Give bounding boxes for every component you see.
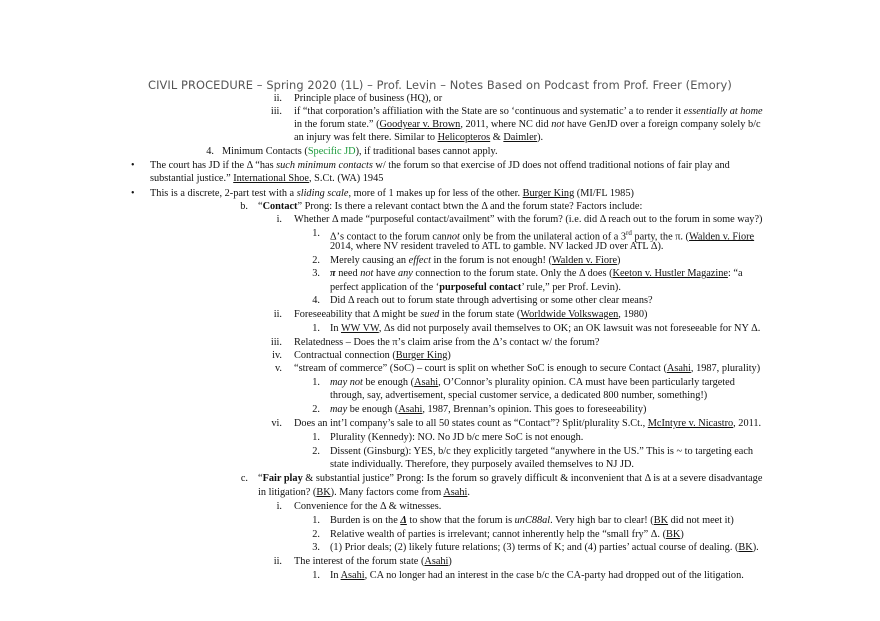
text-line: perfect application of the ‘purposeful contact’ rule,” per Prof. Levin). (330, 282, 621, 293)
case-citation: Asahi (424, 556, 449, 567)
text-line: The interest of the forum state (Asahi) (294, 556, 452, 567)
list-marker: 2. (312, 529, 320, 540)
list-marker: ii. (273, 309, 282, 320)
case-citation: Asahi (414, 377, 439, 388)
list-marker: 3. (312, 542, 320, 553)
text-line: Whether Δ made “purposeful contact/availment” with the forum? (i.e. did Δ reach out to the forum in some way?) (294, 214, 763, 225)
list-marker: vi. (271, 418, 282, 429)
text-line: (1) Prior deals; (2) likely future relations; (3) terms of K; and (4) parties’ actual course of dealing. (BK). (330, 542, 759, 553)
page-header: CIVIL PROCEDURE – Spring 2020 (1L) – Prof. Levin – Notes Based on Podcast from Prof. Freer (Emory) (148, 78, 732, 92)
case-citation: BK (666, 529, 681, 540)
text-line: Does an int’l company’s sale to all 50 states count as “Contact”? Split/plurality S.Ct., McIntyre v. Nicastro, 2011. (294, 418, 762, 429)
case-citation: Worldwide Volkswagen (520, 309, 619, 320)
text-line: Relatedness – Does the π’s claim arise from the Δ’s contact w/ the forum? (294, 337, 600, 348)
list-marker: i. (276, 214, 282, 225)
case-citation: Keeton v. Hustler Magazine (612, 268, 728, 279)
case-citation: Asahi (340, 570, 365, 581)
case-citation: BK (653, 515, 669, 526)
case-citation: Asahi (443, 487, 468, 498)
case-citation: McIntyre v. Nicastro (647, 418, 734, 429)
text-line: Burden is on the Δ to show that the forum is unC88al. Very high bar to clear! (BK did not meet it) (330, 515, 734, 526)
list-marker: b. (240, 201, 248, 212)
text-line: In WW VW, Δs did not purposely avail themselves to OK; an OK lawsuit was not foreseeable for NY Δ. (330, 323, 761, 334)
text-line: Convenience for the Δ & witnesses. (294, 501, 442, 512)
text-line: if “that corporation’s affiliation with the State are so ‘continuous and systematic’ a to render it essentially at home (294, 106, 763, 117)
text-line: This is a discrete, 2-part test with a sliding scale, more of 1 makes up for less of the other. Burger King (MI/FL 1985) (150, 188, 634, 199)
case-citation: Walden v. Fiore (688, 231, 755, 243)
text-line: Merely causing an effect in the forum is not enough! (Walden v. Fiore) (330, 255, 621, 266)
case-citation: Asahi (666, 363, 691, 374)
highlight-text: Specific JD (307, 146, 356, 157)
text-line: Dissent (Ginsburg): YES, b/c they explicitly targeted “anywhere in the US.” This is ~ to targeting each (330, 446, 754, 457)
list-marker: 4. (312, 295, 320, 306)
bullet-icon: • (131, 188, 135, 199)
text-line: “stream of commerce” (SoC) – court is split on whether SoC is enough to secure Contact (Asahi, 1987, plurality) (294, 363, 761, 374)
text-line: “Contact” Prong: Is there a relevant contact btwn the Δ and the forum state? Factors include: (258, 201, 643, 212)
case-citation: Goodyear v. Brown (379, 119, 461, 130)
text-line: Principle place of business (HQ), or (294, 93, 443, 104)
list-marker: i. (276, 501, 282, 512)
case-citation: WW VW (340, 323, 379, 334)
text-line: Contractual connection (Burger King) (294, 350, 451, 361)
text-line: state individually. Therefore, they purposely availed themselves to NJ JD. (330, 459, 634, 470)
text-line: π need not have any connection to the forum state. Only the Δ does (Keeton v. Hustler Magazine: “a (330, 268, 743, 279)
case-citation: International Shoe (233, 173, 309, 184)
bullet-icon: • (131, 160, 135, 171)
text-line: an injury was felt there. Similar to Helicopteros & Daimler). (294, 132, 544, 143)
case-citation: Asahi (398, 404, 423, 415)
text-line: The court has JD if the Δ “has such minimum contacts w/ the forum so that exercise of JD does not offend traditional notions of fair play and (150, 160, 730, 171)
list-marker: ii. (273, 93, 282, 104)
text-line: In Asahi, CA no longer had an interest in the case b/c the CA-party had dropped out of the litigation. (330, 570, 744, 581)
list-marker: 1. (312, 323, 320, 334)
text-line: Minimum Contacts (Specific JD), if traditional bases cannot apply. (222, 146, 498, 157)
text-line: 2014, where NV resident traveled to ATL to gamble. NV lacked JD over ATL Δ). (330, 241, 664, 252)
list-marker: iii. (270, 106, 282, 117)
text-line: may not be enough (Asahi, O’Connor’s plurality opinion. CA must have been particularly targeted (330, 377, 735, 388)
list-marker: 3. (312, 268, 320, 279)
list-marker: 2. (312, 255, 320, 266)
case-citation: Burger King (395, 350, 448, 361)
text-line: through, say, advertisement, special customer service, a dedicated 800 number, something!) (330, 390, 708, 401)
case-citation: Helicopteros (437, 132, 491, 143)
list-marker: 2. (312, 404, 320, 415)
list-marker: 2. (312, 446, 320, 457)
case-citation: BK (738, 542, 753, 553)
text-line: “Fair play & substantial justice” Prong: Is the forum so gravely difficult & inconvenient that Δ is at a severe disadvantage (258, 473, 763, 484)
case-citation: Burger King (522, 188, 575, 199)
text-line: Plurality (Kennedy): NO. No JD b/c mere SoC is not enough. (330, 432, 584, 443)
case-citation: Walden v. Fiore (551, 255, 618, 266)
text-line: in the forum state.” (Goodyear v. Brown, 2011, where NC did not have GenJD over a foreign company solely b/c (294, 119, 761, 130)
text-line: in litigation? (BK). Many factors come from Asahi. (258, 487, 470, 498)
list-marker: ii. (273, 556, 282, 567)
text-line: Foreseeability that Δ might be sued in the forum state (Worldwide Volkswagen, 1980) (294, 309, 648, 320)
list-marker: 1. (312, 228, 320, 239)
text-line: Relative wealth of parties is irrelevant; cannot inherently help the “small fry” Δ. (BK) (330, 529, 684, 540)
text-line: Δ’s contact to the forum cannot only be from the unilateral action of a 3rd party, the π. (Walden v. Fiore (330, 229, 755, 243)
list-marker: c. (240, 473, 248, 484)
list-marker: iv. (272, 350, 282, 361)
text-line: substantial justice.” International Shoe, S.Ct. (WA) 1945 (150, 173, 384, 184)
text-line: may be enough (Asahi, 1987, Brennan’s opinion. This goes to foreseeability) (330, 404, 647, 415)
list-marker: 4. (206, 146, 214, 157)
list-marker: 1. (312, 432, 320, 443)
list-marker: 1. (312, 377, 320, 388)
case-citation: BK (316, 487, 331, 498)
list-marker: iii. (270, 337, 282, 348)
list-marker: v. (274, 363, 282, 374)
list-marker: 1. (312, 570, 320, 581)
list-marker: 1. (312, 515, 320, 526)
text-line: Did Δ reach out to forum state through advertising or some other clear means? (330, 295, 653, 306)
case-citation: Daimler (503, 132, 538, 143)
